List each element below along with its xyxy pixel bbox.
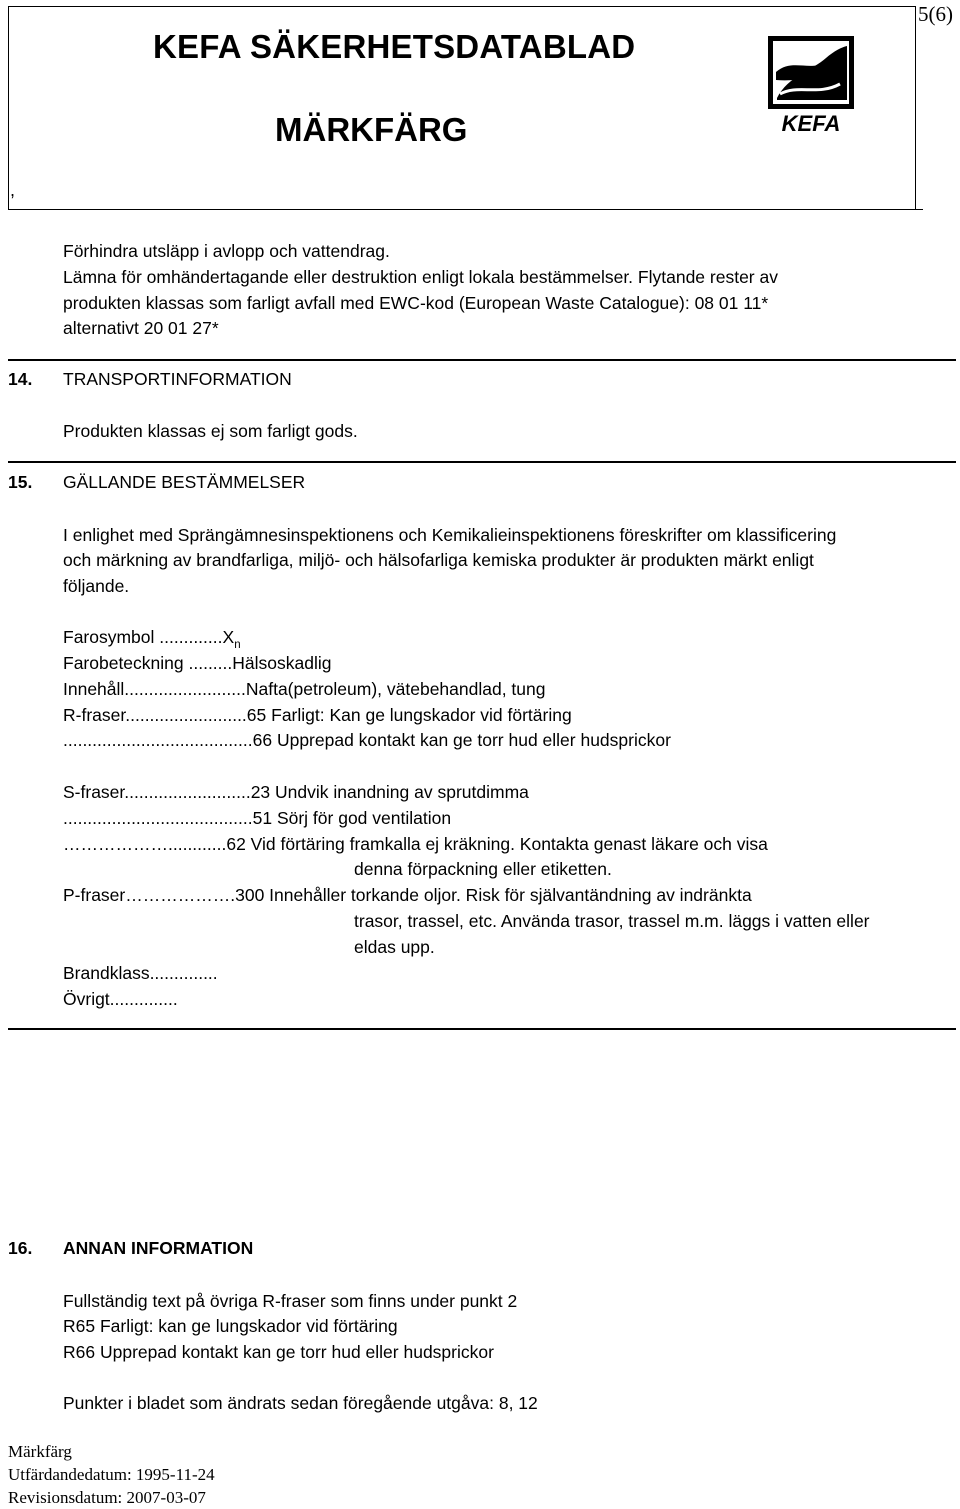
logo-text: KEFA (781, 111, 841, 133)
leader-dots: ...................... (143, 782, 251, 802)
product-name: MÄRKFÄRG (275, 111, 468, 148)
leader-dots: ..................... (143, 679, 246, 699)
text-line: R66 Upprepad kontakt kan ge torr hud eller hudsprickor (63, 1342, 494, 1362)
document-title: KEFA SÄKERHETSDATABLAD (153, 28, 636, 65)
ovrigt-label: Övrigt.... (63, 989, 130, 1009)
section-number: 16. (8, 1238, 33, 1258)
text-line: alternativt 20 01 27* (63, 318, 219, 338)
pfraser-300a: 300 Innehåller torkande oljor. Risk för självantändning av indränkta (235, 885, 752, 905)
pfraser-row (63, 883, 752, 909)
leader-dots: ...... (203, 653, 233, 673)
leader-dots: ………………............ (63, 834, 227, 854)
sfraser-label: S-fraser.... (63, 782, 144, 802)
sfraser-row (63, 832, 768, 858)
leader-dots: ....................................... (63, 730, 253, 750)
rfraser-row (63, 703, 572, 729)
farosymbol-subscript: n (234, 639, 241, 651)
farosymbol-value: X (222, 627, 235, 647)
rfraser-66: 66 Upprepad kontakt kan ge torr hud eller hudsprickor (252, 730, 671, 750)
text-line: Fullständig text på övriga R-fraser som finns under punkt 2 (63, 1291, 518, 1311)
brandklass-label: Brandklass.... (63, 963, 170, 983)
text-line: trasor, trassel, etc. Använda trasor, trassel m.m. läggs i vatten eller (354, 911, 870, 931)
pfraser-label: P-fraser………………. (63, 885, 236, 905)
section-heading: TRANSPORTINFORMATION (63, 369, 292, 389)
leader-dots: ....................................... (63, 808, 253, 828)
text-line: och märkning av brandfarliga, miljö- och hälsofarliga kemiska produkter är produkten märkt enligt (63, 550, 814, 570)
brandklass-row (63, 961, 218, 987)
farobeteckning-label: Farobeteckning ... (63, 653, 204, 673)
leader-dots: .......... (129, 989, 178, 1009)
sfraser-23: 23 Undvik inandning av sprutdimma (250, 782, 529, 802)
text-line: I enlighet med Sprängämnesinspektionens och Kemikalieinspektionens föreskrifter om klassificering (63, 525, 837, 545)
section-number: 15. (8, 472, 33, 492)
text-line: produkten klassas som farligt avfall med EWC-kod (European Waste Catalogue): 08 01 11* (63, 293, 769, 313)
section-rule (8, 461, 956, 463)
farosymbol-row (63, 625, 241, 654)
innehall-value: Nafta(petroleum), vätebehandlad, tung (245, 679, 546, 699)
rfraser-label: R-fraser.... (63, 705, 145, 725)
rfraser-row (63, 728, 671, 754)
farobeteckning-value: Hälsoskadlig (232, 653, 332, 673)
section-heading: ANNAN INFORMATION (63, 1238, 254, 1258)
footer-revision-date: Revisionsdatum: 2007-03-07 (8, 1488, 206, 1507)
text-line: Produkten klassas ej som farligt gods. (63, 421, 358, 441)
text-line: följande. (63, 576, 130, 596)
section-number: 14. (8, 369, 33, 389)
page-number: 5(6) (918, 2, 953, 26)
section-heading: GÄLLANDE BESTÄMMELSER (63, 472, 306, 492)
footer-product: Märkfärg (8, 1442, 72, 1461)
text-line: eldas upp. (354, 937, 435, 957)
leader-dots: .......... (173, 627, 223, 647)
innehall-label: Innehåll.... (63, 679, 144, 699)
text-line: denna förpackning eller etiketten. (354, 859, 612, 879)
farosymbol-label: Farosymbol ... (63, 627, 174, 647)
sfraser-62a: 62 Vid förtäring framkalla ej kräkning. Kontakta genast läkare och visa (226, 834, 768, 854)
ovrigt-row (63, 987, 178, 1013)
footer-issued-date: Utfärdandedatum: 1995-11-24 (8, 1465, 215, 1484)
farobeteckning-row (63, 651, 331, 677)
sfraser-row (63, 780, 529, 806)
section-rule (8, 1028, 956, 1030)
leader-dots: ..................... (144, 705, 247, 725)
footer (8, 1440, 215, 1509)
kefa-logo (768, 36, 854, 133)
sfraser-51: 51 Sörj för god ventilation (252, 808, 452, 828)
text-line: R65 Farligt: kan ge lungskador vid förtäring (63, 1316, 398, 1336)
section-rule (8, 359, 956, 361)
text-line: Förhindra utsläpp i avlopp och vattendrag. (63, 241, 390, 261)
header-comma: , (10, 180, 16, 200)
innehall-row (63, 677, 546, 703)
rfraser-65: 65 Farligt: Kan ge lungskador vid förtäring (246, 705, 572, 725)
header-divider (9, 209, 923, 210)
text-line: Punkter i bladet som ändrats sedan föregående utgåva: 8, 12 (63, 1393, 538, 1413)
leader-dots: .......... (169, 963, 218, 983)
text-line: Lämna för omhändertagande eller destruktion enligt lokala bestämmelser. Flytande rester av (63, 267, 778, 287)
sfraser-row (63, 806, 451, 832)
